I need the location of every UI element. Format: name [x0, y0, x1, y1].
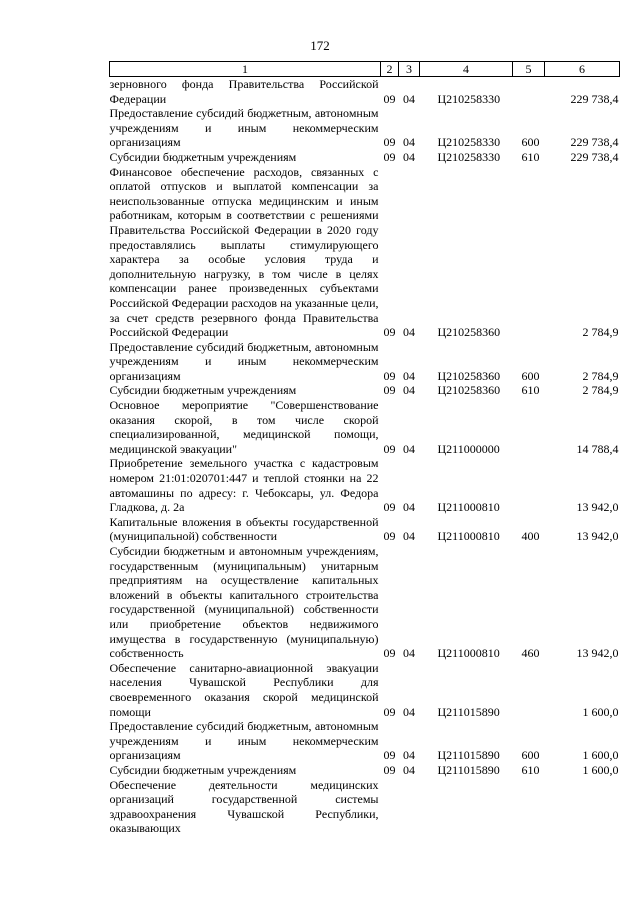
- section-code: 09: [383, 762, 396, 777]
- section-code: 09: [383, 325, 396, 340]
- target-article-code: Ц210258360: [437, 368, 501, 383]
- amount: 14 788,4: [576, 441, 619, 456]
- subsection-code: 04: [403, 529, 415, 544]
- expense-type-code: [513, 661, 545, 719]
- section-code: 09: [383, 646, 396, 661]
- target-article-code: Ц210258360: [437, 383, 501, 398]
- table-row: [110, 763, 620, 778]
- section-code: 09: [383, 529, 396, 544]
- expense-type-code: 400: [521, 529, 540, 544]
- row-name: Основное мероприятие "Совершенствование оказания скорой, в том числе скорой специализированной, медицинской помощи, медицинской эвакуации": [109, 398, 379, 456]
- subsection-code: 04: [403, 149, 415, 164]
- expense-type-code: [513, 778, 545, 836]
- subsection-code: 04: [403, 383, 415, 398]
- subsection-code: 04: [403, 748, 415, 763]
- section-code: 09: [383, 441, 396, 456]
- row-name: Предоставление субсидий бюджетным, автономным учреждениям и иным некоммерческим организациям: [109, 339, 379, 383]
- section-code: 09: [383, 149, 396, 164]
- target-article-code: Ц211000000: [437, 441, 500, 456]
- target-article-code: Ц210258330: [437, 149, 501, 164]
- subsection-code: 04: [403, 704, 415, 719]
- table-row: [110, 77, 620, 107]
- table-row: [110, 150, 620, 165]
- subsection-code: 04: [403, 646, 415, 661]
- row-name: Субсидии бюджетным и автономным учреждениям, государственным (муниципальным) унитарным предприятиям на осуществление капитальных вложений в объекты капитального строительства государственной (муниципальной) собственности или приобретение объектов недвижимого имущества в государственную (муниципальную) собственность: [109, 544, 379, 661]
- table-row: [110, 778, 620, 836]
- subsection-code: 04: [403, 91, 415, 106]
- target-article-code: Ц210258330: [437, 135, 501, 150]
- row-name: Предоставление субсидий бюджетным, автономным учреждениям и иным некоммерческим организациям: [109, 719, 379, 763]
- amount: 1 600,0: [582, 748, 619, 763]
- amount: 2 784,9: [582, 368, 619, 383]
- expense-type-code: 460: [521, 646, 540, 661]
- target-article-code: Ц211000810: [437, 529, 500, 544]
- target-article-code: Ц211000810: [437, 646, 500, 661]
- section-code: 09: [383, 704, 396, 719]
- target-article-code: [420, 778, 513, 836]
- table-row: [110, 544, 620, 661]
- table-row: [110, 106, 620, 150]
- amount: 2 784,9: [582, 383, 619, 398]
- section-code: 09: [383, 383, 396, 398]
- target-article-code: Ц210258360: [437, 325, 501, 340]
- expense-type-code: 600: [521, 368, 540, 383]
- target-article-code: Ц210258330: [437, 91, 501, 106]
- target-article-code: Ц211015890: [437, 704, 500, 719]
- section-code: 09: [383, 135, 396, 150]
- table-row: [110, 340, 620, 384]
- column-number-header: [110, 62, 620, 77]
- amount: 229 738,4: [570, 135, 619, 150]
- section-code: 09: [383, 368, 396, 383]
- amount: 2 784,9: [582, 325, 619, 340]
- amount: 1 600,0: [582, 704, 619, 719]
- expense-type-code: 600: [521, 748, 540, 763]
- amount: 13 942,0: [576, 529, 619, 544]
- amount: 13 942,0: [576, 646, 619, 661]
- row-name: Обеспечение санитарно-авиационной эвакуации населения Чувашской Республики для своевременного оказания скорой медицинской помощи: [109, 660, 379, 719]
- amount: 229 738,4: [570, 149, 619, 164]
- budget-table: [109, 61, 620, 836]
- expense-type-code: [513, 398, 545, 456]
- page-number: 172: [310, 38, 330, 53]
- row-name: Субсидии бюджетным учреждениям: [109, 149, 297, 164]
- subsection-code: 04: [403, 762, 415, 777]
- table-row: [110, 456, 620, 514]
- subsection-code: 04: [403, 325, 415, 340]
- expense-type-code: 610: [521, 762, 540, 777]
- section-code: 09: [383, 91, 396, 106]
- row-name: Приобретение земельного участка с кадастровым номером 21:01:020701:447 и теплой стоянки на 22 автомашины по адресу: г. Чебоксары, ул. Федора Гладкова, д. 2а: [109, 456, 379, 515]
- target-article-code: Ц211015890: [437, 748, 500, 763]
- expense-type-code: 600: [521, 135, 540, 150]
- expense-type-code: 610: [521, 383, 540, 398]
- section-code: 09: [383, 500, 396, 515]
- row-name: Обеспечение деятельности медицинских организаций государственной системы здравоохранения Чувашской Республики, оказывающих: [109, 777, 379, 836]
- row-name: Субсидии бюджетным учреждениям: [109, 383, 297, 398]
- target-article-code: Ц211000810: [437, 500, 500, 515]
- header-cell: 2: [381, 62, 399, 77]
- row-name: Финансовое обеспечение расходов, связанных с оплатой отпусков и выплатой компенсации за неиспользованные отпуска медицинским и иным работникам, которым в соответствии с решениями Правительства Российской Федерации в 2020 году предоставлялись выплаты стимулирующего характера за особые условия труда и дополнительную нагрузку, в том числе в целях компенсации ранее произведенных субъектами Российской Федерации расходов на указанные цели, за счет средств резервного фонда Правительства Российской Федерации: [109, 164, 379, 340]
- header-cell: 1: [110, 62, 381, 77]
- section-code: 09: [383, 748, 396, 763]
- amount: [545, 778, 620, 836]
- subsection-code: 04: [403, 368, 415, 383]
- header-cell: 3: [399, 62, 420, 77]
- amount: 229 738,4: [570, 91, 619, 106]
- row-name: Капитальные вложения в объекты государственной (муниципальной) собственности: [109, 514, 379, 544]
- table-row: [110, 719, 620, 763]
- row-name: зерновного фонда Правительства Российской Федерации: [109, 77, 379, 106]
- header-cell: 4: [420, 62, 513, 77]
- expense-type-code: [513, 456, 545, 514]
- header-cell: 5: [513, 62, 545, 77]
- expense-type-code: [513, 165, 545, 340]
- subsection-code: 04: [403, 441, 415, 456]
- table-row: [110, 383, 620, 398]
- row-name: Предоставление субсидий бюджетным, автономным учреждениям и иным некоммерческим организациям: [109, 106, 379, 150]
- subsection-code: 04: [403, 135, 415, 150]
- table-row: [110, 515, 620, 544]
- table-row: [110, 398, 620, 456]
- section-code: [381, 778, 399, 836]
- subsection-code: 04: [403, 500, 415, 515]
- subsection-code: [399, 778, 420, 836]
- row-name: Субсидии бюджетным учреждениям: [109, 762, 297, 777]
- expense-type-code: [513, 77, 545, 107]
- amount: 13 942,0: [576, 500, 619, 515]
- target-article-code: Ц211015890: [437, 762, 500, 777]
- table-row: [110, 661, 620, 719]
- expense-type-code: 610: [521, 149, 540, 164]
- table-row: [110, 165, 620, 340]
- header-cell: 6: [545, 62, 620, 77]
- amount: 1 600,0: [582, 762, 619, 777]
